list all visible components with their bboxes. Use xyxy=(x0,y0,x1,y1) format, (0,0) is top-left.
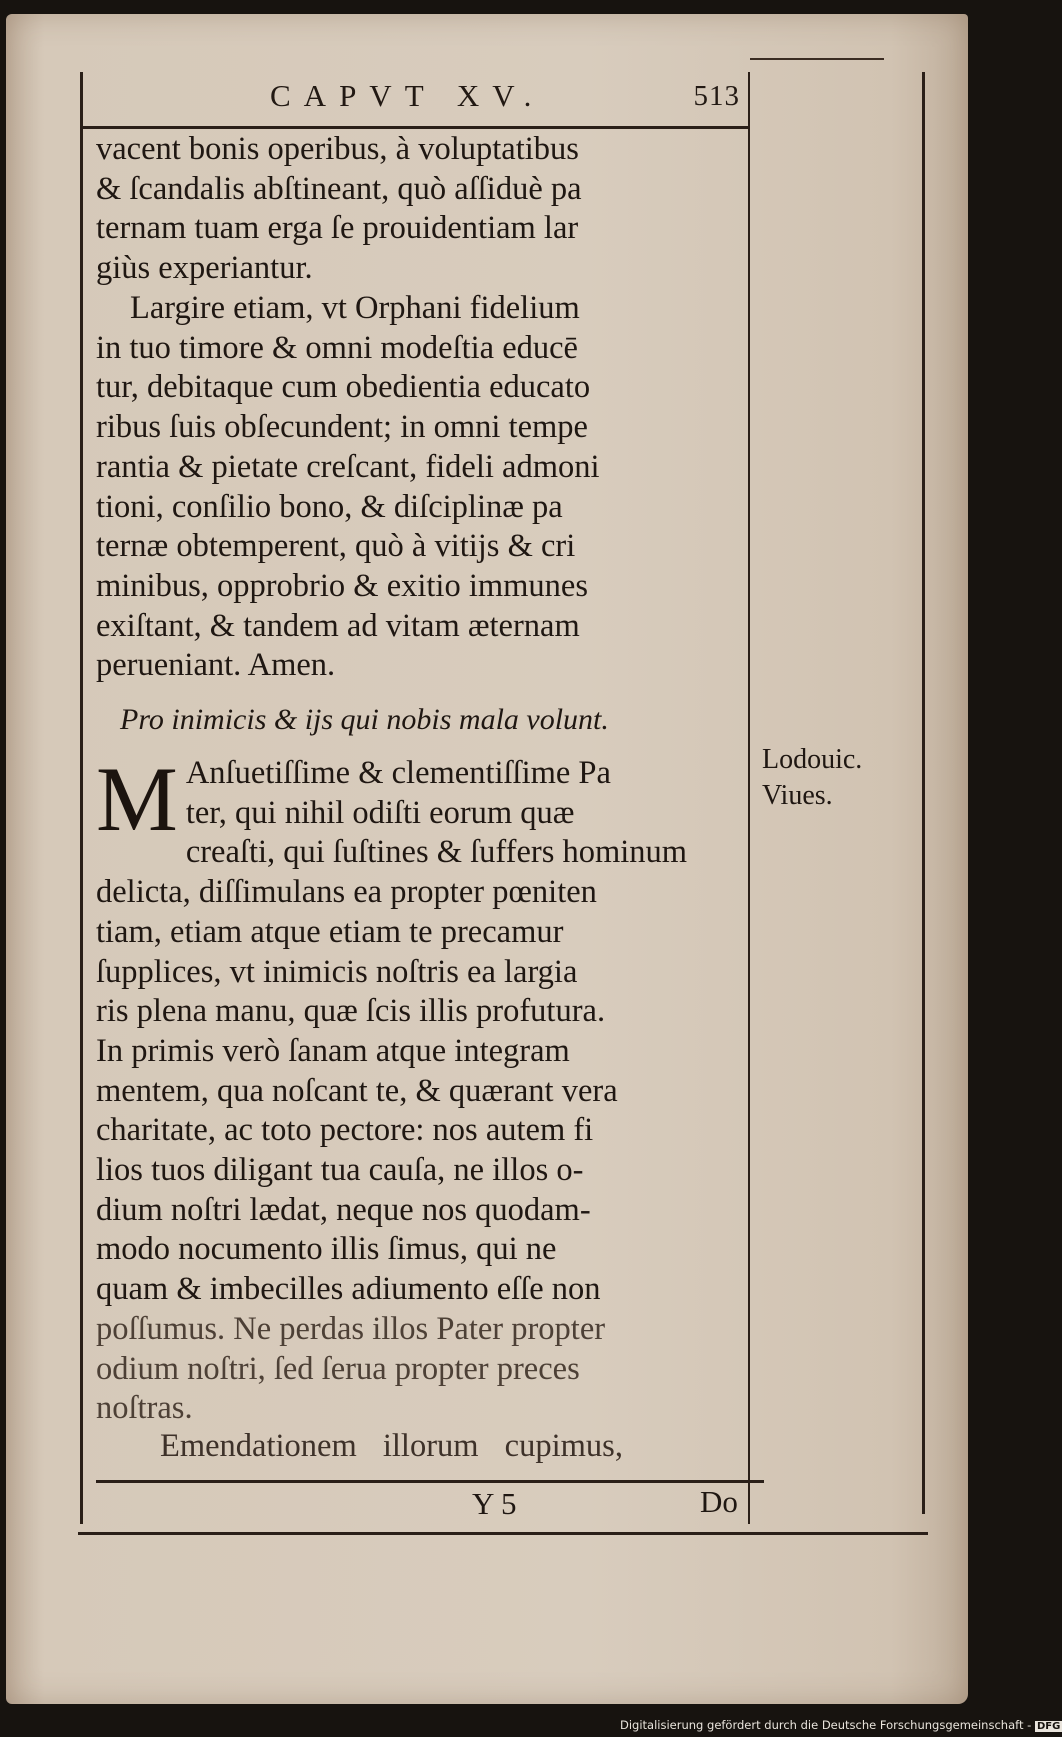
text-line: odium noſtri, ſed ſerua propter preces xyxy=(96,1350,580,1387)
text-line: ter, qui nihil odiſti eorum quæ xyxy=(185,794,575,831)
text-line: In primis verò ſanam atque integram xyxy=(96,1032,570,1069)
dfg-logo: DFG xyxy=(1036,1721,1061,1732)
text-line: tioni, conſilio bono, & diſciplinæ pa xyxy=(96,488,563,525)
text-line: ternam tuam erga ſe prouidentiam lar xyxy=(96,210,579,247)
catchword: Do xyxy=(700,1484,738,1519)
text-line: minibus, opprobrio & exitio immunes xyxy=(96,567,588,604)
text-line: quam & imbecilles adiumento eſſe non xyxy=(96,1271,601,1308)
drop-capital: M xyxy=(96,748,178,850)
text-line: rantia & pietate creſcant, fideli admoni xyxy=(96,448,600,485)
text-line: noſtras. xyxy=(96,1390,193,1427)
paragraph-2 xyxy=(96,289,746,686)
text-line: lios tuos diligant tua cauſa, ne illos o- xyxy=(96,1152,584,1189)
text-line: poſſumus. Ne perdas illos Pater propter xyxy=(96,1310,606,1347)
text-line: creaſti, qui ſuſtines & ſuffers hominum xyxy=(185,834,688,871)
paragraph-3 xyxy=(96,748,746,1429)
text-line: Anſuetiſſime & clementiſſime Pa xyxy=(185,755,611,791)
frame-rule-middle xyxy=(748,72,750,1524)
text-line: dium noſtri lædat, neque nos quodam- xyxy=(96,1191,591,1228)
signature-mark: Y 5 xyxy=(472,1486,517,1521)
chapter-title: CAPVT XV. xyxy=(270,78,545,113)
credit-text: Digitalisierung gefördert durch die Deutsche Forschungsgemeinschaft - xyxy=(620,1718,1032,1732)
text-line: in tuo timore & omni modeſtia educē xyxy=(96,329,578,366)
text-line: modo nocumento illis ſimus, qui ne xyxy=(96,1231,557,1268)
marginal-note xyxy=(762,742,912,814)
frame-rule-right xyxy=(922,72,925,1514)
marginal-note-line: Viues. xyxy=(762,780,833,811)
text-line: perueniant. Amen. xyxy=(96,647,336,684)
text-line: Largire etiam, vt Orphani fidelium xyxy=(130,290,580,326)
digitization-credit xyxy=(620,1718,1061,1732)
text-line: ternæ obtemperent, quò à vitijs & cri xyxy=(96,528,576,565)
paragraph-4-start: Emendationem illorum cupimus, xyxy=(160,1428,623,1464)
text-line: exiſtant, & tandem ad vitam æternam xyxy=(96,607,580,644)
bottom-frame-rule xyxy=(78,1532,928,1535)
text-line: ribus ſuis obſecundent; in omni tempe xyxy=(96,409,588,446)
text-line: tur, debitaque cum obedientia educato xyxy=(96,369,591,406)
margin-header-rule xyxy=(750,58,884,60)
page-number: 513 xyxy=(693,80,740,112)
running-head xyxy=(90,74,750,120)
page-footer xyxy=(96,1484,776,1530)
paragraph-1 xyxy=(96,130,746,289)
text-line: mentem, qua noſcant te, & quærant vera xyxy=(96,1072,618,1109)
header-rule xyxy=(82,126,748,129)
marginal-note-line: Lodouic. xyxy=(762,744,863,775)
text-line: ſupplices, vt inimicis noſtris ea largia xyxy=(96,953,578,990)
text-line: tiam, etiam atque etiam te precamur xyxy=(96,913,564,950)
text-line: & ſcandalis abſtineant, quò aſſiduè pa xyxy=(96,170,582,207)
text-line: delicta, diſſimulans ea propter pœniten xyxy=(96,874,597,911)
section-heading: Pro inimicis & ijs qui nobis mala volunt. xyxy=(120,703,609,736)
text-line: ris plena manu, quæ ſcis illis profutura. xyxy=(96,993,606,1030)
frame-rule-left xyxy=(80,72,83,1524)
footer-rule xyxy=(96,1480,764,1483)
text-line: giùs experiantur. xyxy=(96,250,313,287)
text-line: vacent bonis operibus, à voluptatibus xyxy=(96,131,579,167)
text-line: charitate, ac toto pectore: nos autem fi xyxy=(96,1112,594,1149)
